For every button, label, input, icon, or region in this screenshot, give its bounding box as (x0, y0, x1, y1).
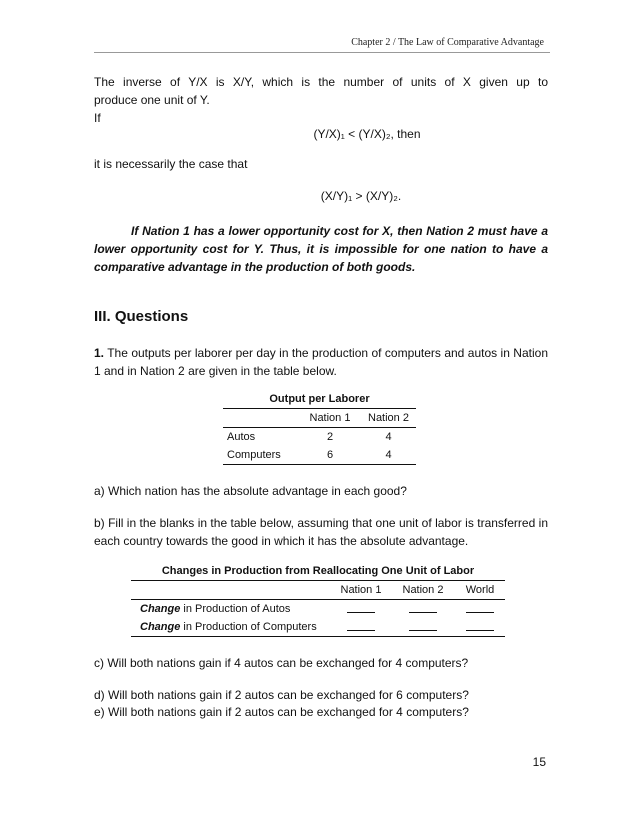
conclusion-paragraph: If Nation 1 has a lower opportunity cost for X, then Nation 2 must have a lower opportunity cost for Y. Thus, it is impossible for one nation to have a comparative advantage in the production of both goods. (94, 224, 548, 274)
question-part-b: b) Fill in the blanks in the table below, assuming that one unit of labor is transferred in each country towards the good in which it has the absolute advantage. (94, 516, 548, 548)
blank-cell[interactable] (331, 600, 391, 619)
table-row (223, 428, 416, 447)
paragraph-inverse-line1: The inverse of Y/X is X/Y, which is the number of units of X given up to (94, 75, 548, 89)
changes-in-production-table (131, 562, 505, 637)
table2-header-cell: World (465, 584, 495, 596)
question-1-text: The outputs per laborer per day in the production of computers and autos in Nation 1 and in Nation 2 are given in the table below. (94, 346, 548, 378)
question-part-d: d) Will both nations gain if 2 autos can be exchanged for 6 computers? (94, 688, 469, 702)
necessarily-text: it is necessarily the case that (94, 157, 248, 171)
table-row (131, 600, 505, 619)
section-heading: III. Questions (94, 308, 189, 325)
table2-caption: Changes in Production from Reallocating One Unit of Labor (161, 565, 475, 577)
table1-header-cell: Nation 1 (309, 412, 351, 424)
table-row (131, 618, 505, 637)
table1-row-label: Autos (227, 431, 256, 443)
fill-in-blank[interactable] (466, 620, 494, 631)
row-label-text: in Production of Computers (180, 621, 317, 633)
table1-header-row (223, 409, 416, 428)
table1-header-cell (223, 409, 299, 428)
change-emphasis: Change (140, 603, 181, 615)
change-emphasis: Change (140, 621, 181, 633)
table1-cell: 4 (385, 431, 392, 443)
fill-in-blank[interactable] (409, 602, 437, 613)
fill-in-blank[interactable] (466, 602, 494, 613)
question-1-number: 1. (94, 346, 105, 360)
table1-row-label: Computers (227, 449, 281, 461)
table1-header-cell: Nation 2 (368, 412, 409, 424)
row-label-text: in Production of Autos (180, 603, 291, 615)
inequality-xy: (X/Y)₁ > (X/Y)₂. (320, 189, 402, 203)
table2-row-label (131, 600, 331, 619)
if-word: If (94, 111, 101, 125)
blank-cell[interactable] (455, 600, 505, 619)
blank-cell[interactable] (331, 618, 391, 637)
table-row (223, 446, 416, 465)
paragraph-inverse-line2: produce one unit of Y. (94, 93, 210, 107)
inequality-yx: (Y/X)₁ < (Y/X)₂, then (313, 127, 421, 141)
blank-cell[interactable] (391, 600, 455, 619)
table1-cell: 4 (385, 449, 392, 461)
table2-header-row (131, 581, 505, 600)
question-part-e: e) Will both nations gain if 2 autos can be exchanged for 4 computers? (94, 705, 469, 719)
table2-header-cell: Nation 2 (402, 584, 444, 596)
blank-cell[interactable] (455, 618, 505, 637)
question-part-a: a) Which nation has the absolute advantage in each good? (94, 484, 407, 498)
table1-cell: 6 (326, 449, 334, 461)
table2-row-label (131, 618, 331, 637)
table2-header-cell (131, 581, 331, 600)
fill-in-blank[interactable] (409, 620, 437, 631)
fill-in-blank[interactable] (347, 602, 375, 613)
running-header: Chapter 2 / The Law of Comparative Advantage (351, 37, 544, 48)
table2-header-cell: Nation 1 (340, 584, 382, 596)
blank-cell[interactable] (391, 618, 455, 637)
question-part-c: c) Will both nations gain if 4 autos can be exchanged for 4 computers? (94, 656, 469, 670)
output-per-laborer-table (223, 390, 416, 465)
table1-caption: Output per Laborer (269, 393, 370, 405)
fill-in-blank[interactable] (347, 620, 375, 631)
page-number: 15 (532, 755, 546, 769)
table1-cell: 2 (326, 431, 334, 443)
header-rule (94, 52, 550, 53)
question-1 (94, 344, 548, 380)
